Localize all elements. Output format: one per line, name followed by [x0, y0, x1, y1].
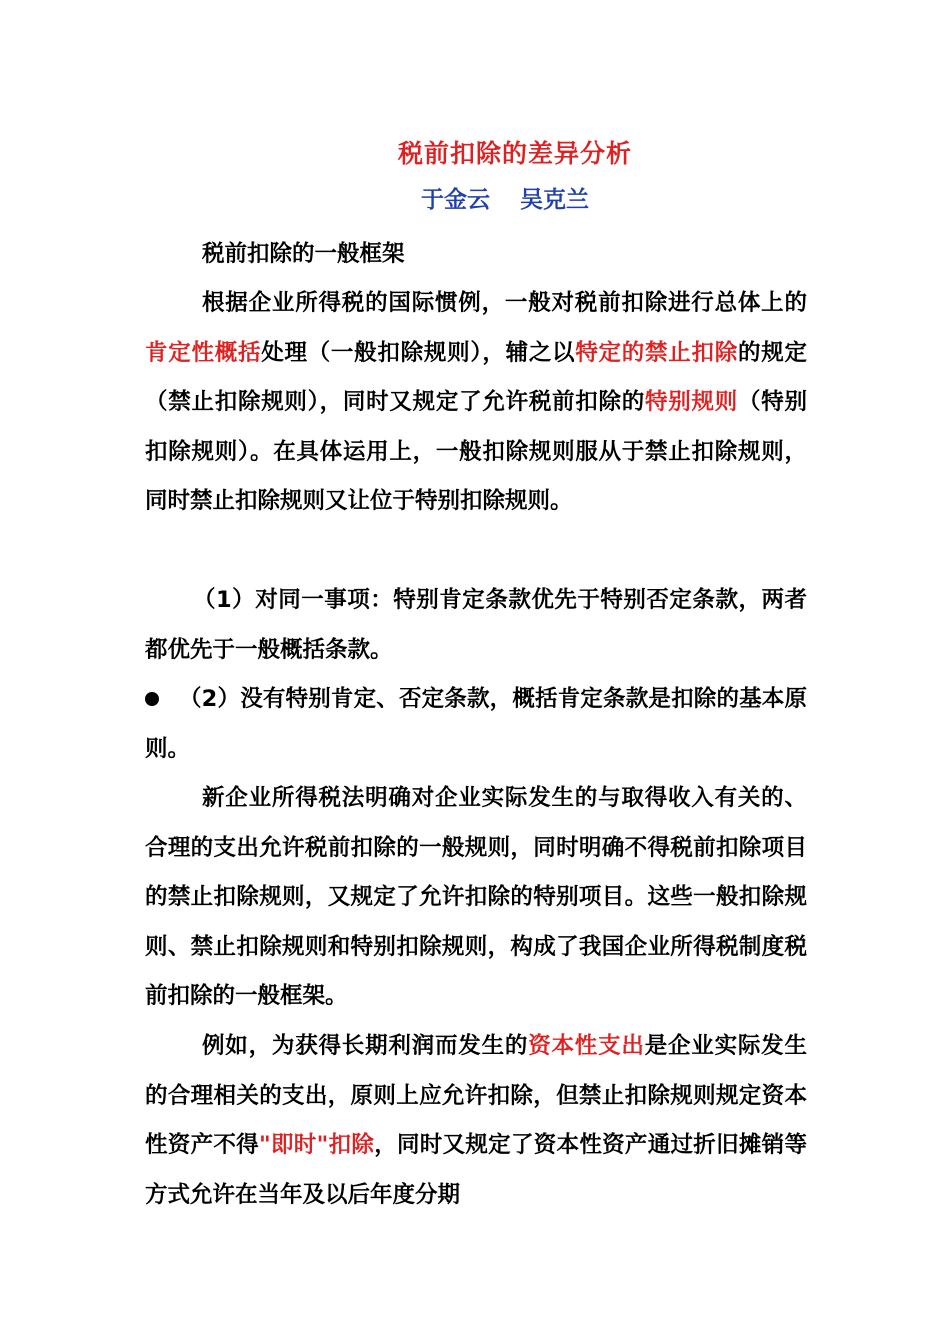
list-item-2: （2）没有特别肯定、否定条款，概括肯定条款是扣除的基本原则。 — [145, 686, 807, 762]
paragraph-text: 的规定（禁止扣除规则），同时又规定了允许税前扣除的 — [145, 339, 807, 415]
list-item-1: （1）对同一事项：特别肯定条款优先于特别否定条款，两者都优先于一般概括条款。 — [145, 587, 807, 663]
paragraph-text: 处理（一般扣除规则），辅之以 — [261, 339, 576, 366]
highlight-text: 特定的禁止扣除 — [575, 339, 738, 366]
author-name: 于金云 — [421, 187, 490, 213]
document-title: 税前扣除的差异分析 — [397, 139, 632, 168]
author-line — [0, 185, 950, 215]
paragraph-general-framework — [145, 279, 807, 527]
paragraph-text: 根据企业所得税的国际惯例，一般对税前扣除进行总体上的 — [202, 290, 807, 316]
highlight-text: 资本性支出 — [528, 1033, 645, 1059]
paragraph-text: 是企业实际发生的合理相关的支出，原则上应允许扣除，但禁止扣除规则规定资本性资产不得 — [145, 1033, 807, 1158]
paragraph-text: （特别扣除规则）。在具体运用上，一般扣除规则服从于禁止扣除规则，同时禁止扣除规则又让位于特别扣除规则。 — [145, 389, 807, 514]
highlight-text: 肯定性概括 — [145, 339, 262, 366]
paragraph-example — [145, 1022, 807, 1220]
highlight-text: 特别规则 — [645, 389, 738, 415]
paragraph-text: 例如，为获得长期利润而发生的 — [202, 1033, 529, 1059]
paragraph-text: ，同时又规定了资本性资产通过折旧摊销等方式允许在当年及以后年度分期 — [145, 1132, 807, 1208]
author-name: 吴克兰 — [520, 187, 589, 213]
highlight-text: "即时"扣除 — [258, 1132, 375, 1158]
paragraph-new-law: 新企业所得税法明确对企业实际发生的与取得收入有关的、合理的支出允许税前扣除的一般规则，同时明确不得税前扣除项目的禁止扣除规则，又规定了允许扣除的特别项目。这些一般扣除规则、禁止扣除规则和特别扣除规则，构成了我国企业所得税制度税前扣除的一般框架。 — [145, 785, 807, 1009]
section-heading: 税前扣除的一般框架 — [202, 241, 405, 267]
